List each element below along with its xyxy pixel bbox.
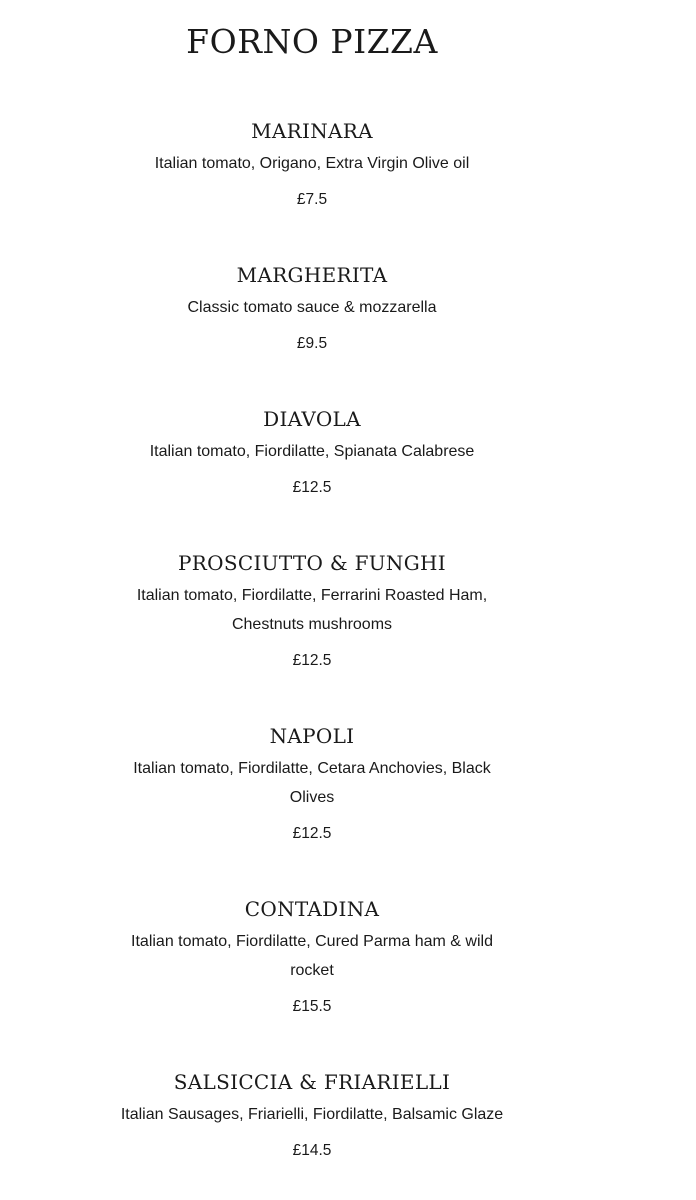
item-name: NAPOLI	[269, 724, 355, 748]
menu-item-margherita	[0, 261, 624, 355]
item-description: Italian tomato, Fiordilatte, Ferrarini Roasted Ham, Chestnuts mushrooms	[136, 587, 488, 633]
item-description: Classic tomato sauce & mozzarella	[187, 299, 437, 316]
item-description: Italian tomato, Origano, Extra Virgin Olive oil	[154, 155, 470, 172]
page-title: FORNO PIZZA	[186, 22, 438, 61]
menu-item-prosciutto-funghi	[0, 549, 624, 672]
item-price: £12.5	[292, 479, 332, 496]
item-name: MARGHERITA	[236, 263, 388, 287]
item-description: Italian Sausages, Friarielli, Fiordilatte, Balsamic Glaze	[120, 1106, 504, 1123]
item-name: CONTADINA	[244, 897, 380, 921]
item-description: Italian tomato, Fiordilatte, Cured Parma ham & wild rocket	[131, 933, 493, 979]
item-name: PROSCIUTTO & FUNGHI	[178, 551, 446, 575]
item-name: MARINARA	[251, 119, 373, 143]
item-price: £14.5	[292, 1142, 332, 1159]
menu-item-napoli	[0, 722, 624, 845]
item-name: SALSICCIA & FRIARIELLI	[173, 1070, 451, 1094]
item-name: DIAVOLA	[263, 407, 361, 431]
menu-item-diavola	[0, 405, 624, 499]
item-price: £7.5	[296, 191, 328, 208]
item-price: £12.5	[292, 652, 332, 669]
item-price: £15.5	[292, 998, 332, 1015]
item-price: £12.5	[292, 825, 332, 842]
item-description: Italian tomato, Fiordilatte, Spianata Calabrese	[149, 443, 475, 460]
menu-item-contadina	[0, 895, 624, 1018]
menu-item-salsiccia-friarielli	[0, 1068, 624, 1162]
menu-item-marinara	[0, 117, 624, 211]
item-description: Italian tomato, Fiordilatte, Cetara Anchovies, Black Olives	[133, 760, 491, 806]
item-price: £9.5	[296, 335, 328, 352]
